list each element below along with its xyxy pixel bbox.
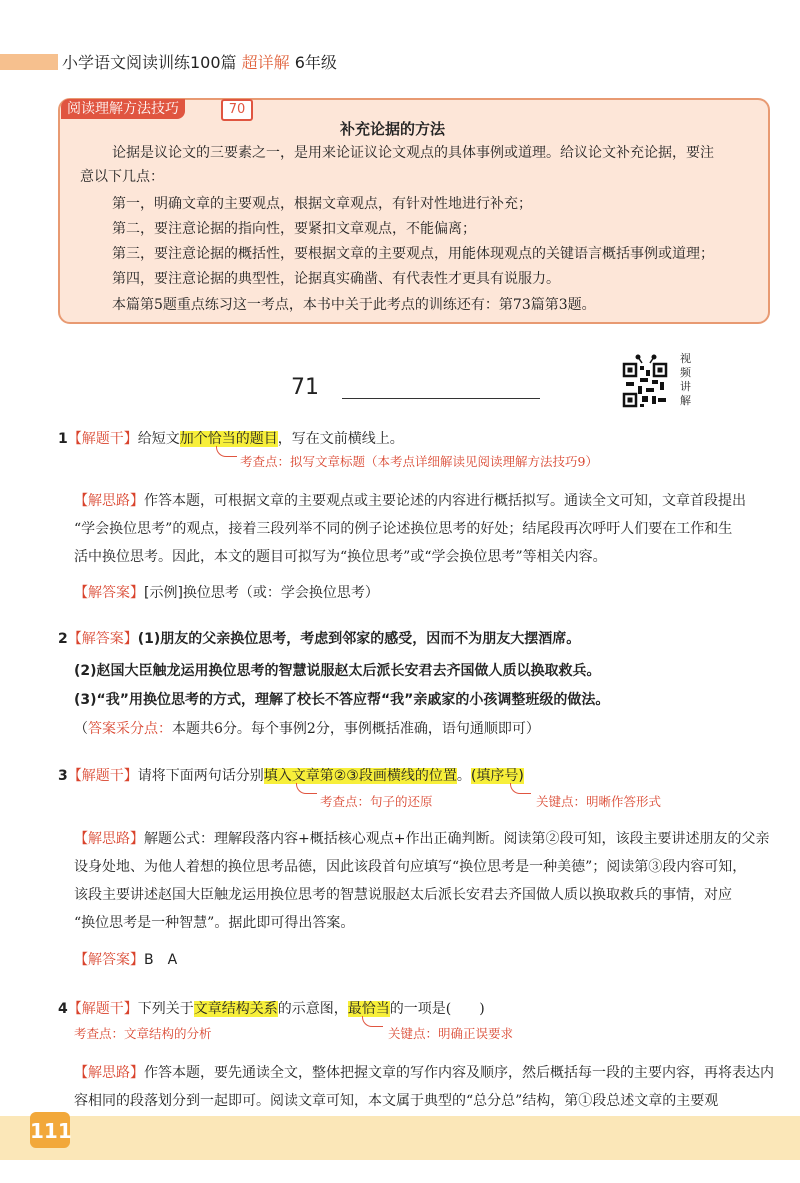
tip-line: 意以下几点： (80, 169, 164, 185)
book-grade: 6年级 (294, 53, 337, 72)
q3-analysis-line: “换位思考是一种智慧”。据此即可得出答案。 (74, 915, 355, 931)
note-connector (362, 1016, 383, 1027)
q4-key-point-note: 关键点：明确正误要求 (388, 1026, 514, 1041)
title-blank-line (342, 398, 540, 399)
q2-answer-line: (2)赵国大臣触龙运用换位思考的智慧说服赵太后派长安君去齐国做人质以换取救兵。 (74, 663, 601, 679)
q3-analysis-line: 该段主要讲述赵国大臣触龙运用换位思考的智慧说服赵太后派长安君去齐国做人质以换取救兵的事情，对应 (74, 887, 732, 903)
q3-exam-point-note: 考查点：句子的还原 (320, 794, 433, 809)
q3-analysis-line: 【解思路】解题公式：理解段落内容+概括核心观点+作出正确判断。阅读第②段可知，该段主要讲述朋友的父亲 (74, 831, 770, 847)
question-3-stem: 3【解题干】请将下面两句话分别填入文章第②③段画横线的位置。(填序号) (58, 768, 524, 784)
question-4-stem: 4【解题干】下列关于文章结构关系的示意图，最恰当的一项是( ) (58, 1001, 485, 1017)
q1-exam-point-note: 考查点：拟写文章标题（本考点详细解读见阅读理解方法技巧9） (240, 454, 598, 469)
q3-analysis-line: 设身处地、为他人着想的换位思考品德，因此该段首句应填写“换位思考是一种美德”；阅读第③段内容可知， (74, 859, 747, 875)
tip-tag: 阅读理解方法技巧 (61, 99, 185, 119)
tip-number: 70 (221, 99, 253, 121)
q4-exam-point-note: 考查点：文章结构的分析 (74, 1026, 212, 1041)
header-accent-bar (0, 54, 58, 70)
q3-answer: 【解答案】B A (74, 952, 178, 968)
q4-analysis-line: 【解思路】作答本题，要先通读全文，整体把握文章的写作内容及顺序，然后概括每一段的主要内容，再将表达内 (74, 1065, 774, 1081)
tip-line: 第四，要注意论据的典型性，论据真实确凿、有代表性才更具有说服力。 (112, 271, 560, 287)
article-number: 71 (291, 375, 319, 400)
tip-line: 论据是议论文的三要素之一，是用来论证议论文观点的具体事例或道理。给议论文补充论据，要注 (112, 145, 714, 161)
q4-analysis-line: 容相同的段落划分到一起即可。阅读文章可知，本文属于典型的“总分总”结构，第①段总述文章的主要观 (74, 1093, 719, 1109)
q1-analysis-line: 活中换位思考。因此，本文的题目可拟写为“换位思考”或“学会换位思考”等相关内容。 (74, 549, 607, 565)
question-1-stem: 1【解题干】给短文加个恰当的题目，写在文前横线上。 (58, 431, 404, 447)
book-title: 小学语文阅读训练100篇 (62, 53, 237, 72)
q1-answer: 【解答案】[示例]换位思考（或：学会换位思考） (74, 585, 379, 601)
q3-key-point-note: 关键点：明晰作答形式 (536, 794, 662, 809)
note-connector (510, 783, 531, 794)
q1-analysis-line: “学会换位思考”的观点，接着三段列举不同的例子论述换位思考的好处；结尾段再次呼吁人们要在工作和生 (74, 521, 733, 537)
tip-line: 本篇第5题重点练习这一考点，本书中关于此考点的训练还有：第73篇第3题。 (112, 297, 596, 313)
tip-line: 第三，要注意论据的概括性，要根据文章的主要观点，用能体现观点的关键语言概括事例或道理； (112, 246, 714, 262)
book-highlight: 超详解 (241, 53, 290, 72)
q1-analysis-line: 【解思路】作答本题，可根据文章的主要观点或主要论述的内容进行概括拟写。通读全文可知，文章首段提出 (74, 493, 746, 509)
page-number: 111 (30, 1112, 70, 1148)
tip-heading: 补充论据的方法 (340, 120, 446, 138)
note-connector (296, 783, 317, 794)
qr-video-label: 视 频 讲 解 (680, 352, 691, 407)
note-connector (216, 446, 237, 457)
q2-scoring-note: （答案采分点：本题共6分。每个事例2分，事例概括准确，语句通顺即可） (74, 721, 540, 737)
tip-line: 第二，要注意论据的指向性，要紧扣文章观点，不能偏离； (112, 221, 476, 237)
footer-band (0, 1116, 800, 1160)
tip-line: 第一，明确文章的主要观点，根据文章观点，有针对性地进行补充； (112, 196, 532, 212)
q2-answer-line: (3)“我”用换位思考的方式，理解了校长不答应帮“我”亲戚家的小孩调整班级的做法。 (74, 692, 610, 708)
running-header (62, 50, 337, 73)
qr-code-icon[interactable] (622, 354, 668, 410)
question-2-answer: 2【解答案】(1)朋友的父亲换位思考，考虑到邻家的感受，因而不为朋友大摆酒席。 (58, 631, 581, 647)
